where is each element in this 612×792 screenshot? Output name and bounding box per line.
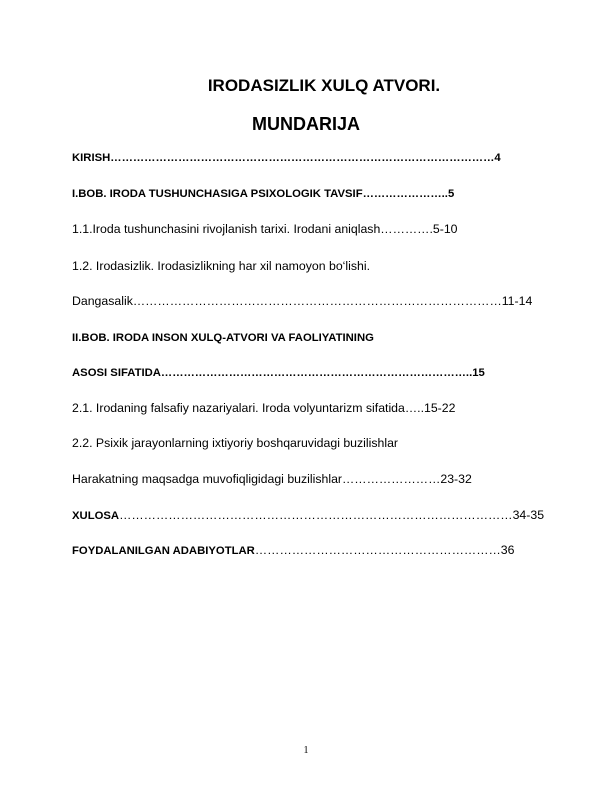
toc-entry-page: ……………………………………………………36 [254,543,515,557]
toc-entry: 1.1.Iroda tushunchasini rivojlanish tarixi. Irodani aniqlash………….5-10 [72,222,458,236]
toc-entry: II.BOB. IRODA INSON XULQ-ATVORI VA FAOLIYATINING [72,332,374,344]
toc-entry: Harakatning maqsadga muvofiqligidagi buzilishlar……………………23-32 [72,472,472,486]
toc-entry: Dangasalik………………………………………………………………………………11-14 [72,294,533,308]
page-number: 1 [303,745,309,756]
toc-heading: MUNDARIJA [252,114,360,134]
toc-entry-label: XULOSA [72,510,120,522]
toc-entry: 1.2. Irodasizlik. Irodasizlikning har xil namoyon bo‘lishi. [72,259,370,273]
toc-entry: ASOSI SIFATIDA………………………………………………………………………..15 [72,367,485,379]
toc-entry: 2.2. Psixik jarayonlarning ixtiyoriy boshqaruvidagi buzilishlar [72,436,399,450]
toc-entry: KIRISH…………………………………………………………………………………………4 [72,152,501,164]
document-title: IRODASIZLIK XULQ ATVORI. [207,76,441,95]
toc-entry: I.BOB. IRODA TUSHUNCHASIGA PSIXOLOGIK TAVSIF…………………..5 [72,188,455,200]
toc-entry-page: ……………………………………………………………………………………34-35 [119,508,545,522]
toc-entry [72,508,544,523]
toc-entry [72,543,514,558]
toc-entry-label: FOYDALANILGAN ADABIYOTLAR [72,545,255,557]
toc-entry: 2.1. Irodaning falsafiy nazariyalari. Iroda volyuntarizm sifatida…..15-22 [72,401,456,415]
